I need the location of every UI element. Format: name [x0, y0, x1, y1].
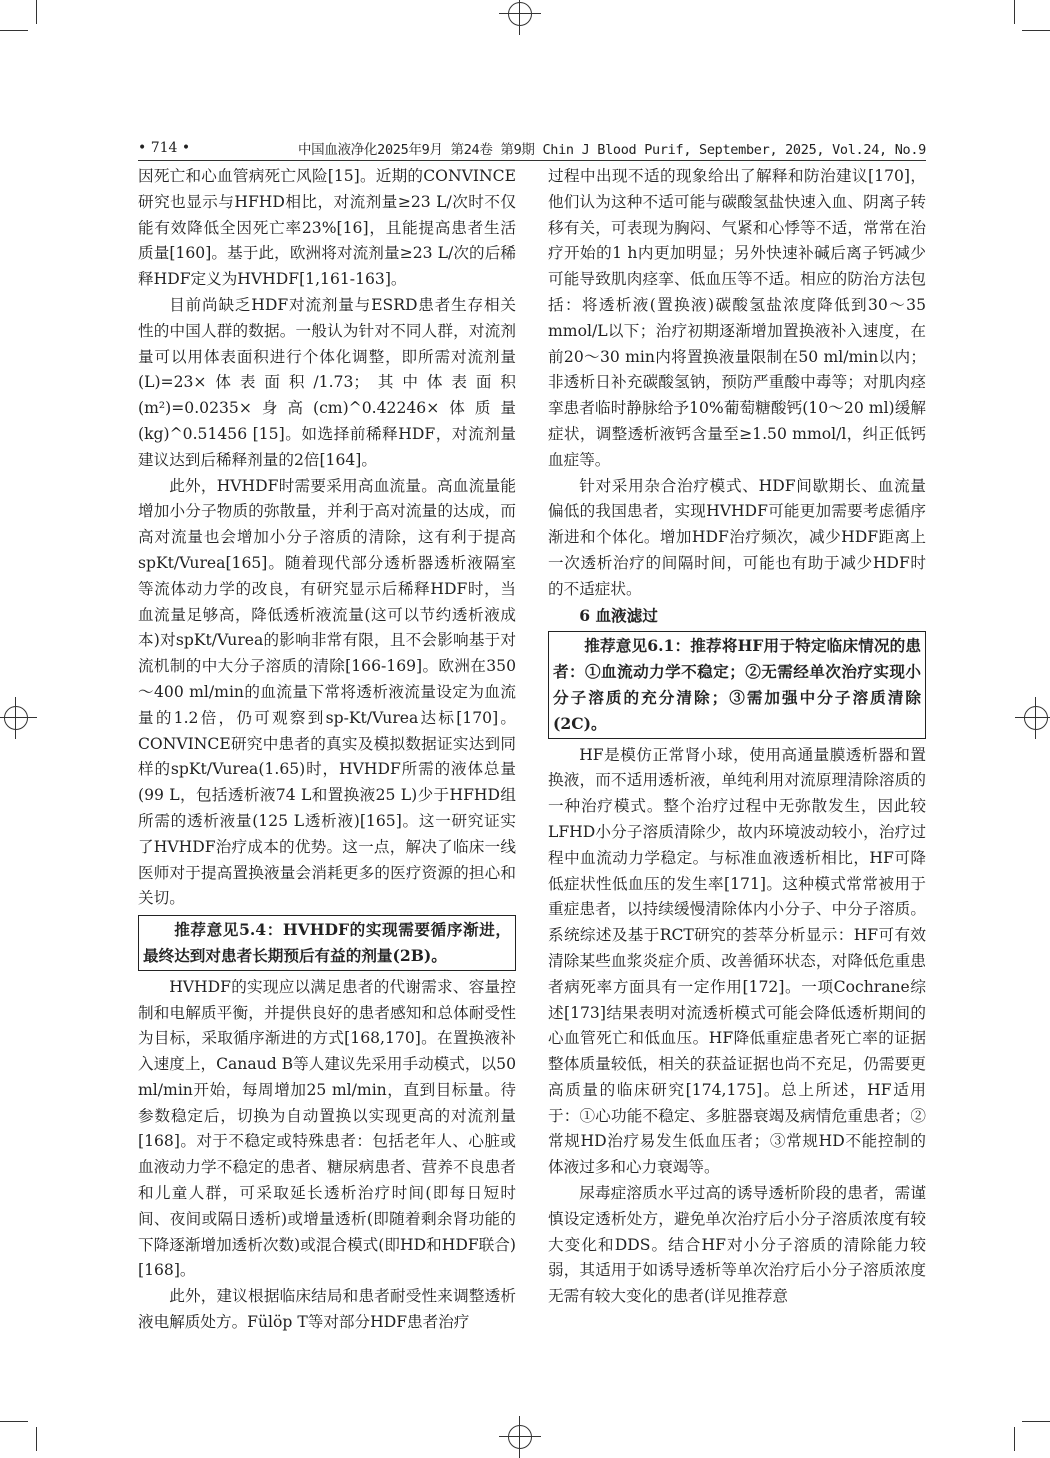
paragraph: 此外，建议根据临床结局和患者耐受性来调整透析液电解质处方。Fülöp T等对部分HDF患者治疗 — [138, 1287, 516, 1332]
registration-mark-right — [1024, 706, 1048, 730]
registration-mark-bottom — [508, 1425, 532, 1449]
page-number: • 714 • — [138, 140, 191, 156]
paragraph: 此外，HVHDF时需要采用高血流量。高血流量能增加小分子物质的弥散量，并利于高对流量的达成，而高对流量也会增加小分子溶质的清除，这有利于提高spKt/Vurea[165]。随着现代部分透析器透析液隔室等流体动力学的改良，有研究显示后稀释HDF时，当血流量足够高，降低透析液流量(这可以节约透析液成本)对spKt/Vurea的影响非常有限，且不会影响基于对流机制的中大分子溶质的清除[166-169]。欧洲在350～400 ml/min的血流量下常将透析液流量设定为血流量的1.2倍，仍可观察到sp-Kt/Vurea达标[170]。CONVINCE研究中患者的真实及模拟数据证实达到同样的spKt/Vurea(1.65)时，HVHDF所需的液体总量(99 L，包括透析液74 L和置换液25 L)少于HFHD组所需的透析液量(125 L透析液)[165]。这一研究证实了HVHDF治疗成本的优势。这一点，解决了临床一线医师对于提高置换液量会消耗更多的医疗资源的担心和关切。 — [138, 476, 516, 908]
paragraph: 尿毒症溶质水平过高的诱导透析阶段的患者，需谨慎设定透析处方，避免单次治疗后小分子溶质浓度有较大变化和DDS。结合HF对小分子溶质的清除能力较弱，其适用于如诱导透析等单次治疗后小分子溶质浓度无需有较大变化的患者(详见推荐意 — [548, 1184, 926, 1306]
journal-info: 中国血液净化2025年9月 第24卷 第9期 Chin J Blood Purif, September, 2025, Vol.24, No.9 — [297, 142, 926, 158]
paragraph: 过程中出现不适的现象给出了解释和防治建议[170]，他们认为这种不适可能与碳酸氢盐快速入血、阴离子转移有关，可表现为胸闷、气紧和心悸等不适，常常在治疗开始的1 h内更加明显；另外快速补碱后离子钙减少可能导致肌肉痉挛、低血压等不适。相应的防治方法包括：将透析液(置换液)碳酸氢盐浓度降低到30～35 mmol/L以下；治疗初期逐渐增加置换液补入速度，在前20～30 min内将置换液量限制在50 ml/min以内；非透析日补充碳酸氢钠，预防严重酸中毒等；对肌肉痉挛患者临时静脉给予10%葡萄糖酸钙(10～20 ml)缓解症状，调整透析液钙含量至≥1.50 mmol/l，纠正低钙血症等。 — [548, 167, 926, 469]
registration-mark-left — [4, 706, 28, 730]
paragraph: 针对采用杂合治疗模式、HDF间歇期长、血流量偏低的我国患者，实现HVHDF可能更加需要考虑循序渐进和个体化。增加HDF治疗频次，减少HDF距离上一次透析治疗的间隔时间，可能也有助于减少HDF时的不适症状。 — [548, 476, 926, 598]
paragraph: 因死亡和心血管病死亡风险[15]。近期的CONVINCE研究也显示与HFHD相比，对流剂量≥23 L/次时不仅能有效降低全因死亡率23%[16]，且能提高患者生活质量[160]。基于此，欧洲将对流剂量≥23 L/次的后稀释HDF定义为HVHDF[1,161-163]。 — [138, 167, 516, 289]
section-heading: 6 血液滤过 — [579, 605, 658, 625]
right-column — [548, 164, 926, 1310]
left-column — [138, 164, 516, 1336]
recommendation-box: 推荐意见6.1：推荐将HF用于特定临床情况的患者：①血流动力学不稳定；②无需经单次治疗实现小分子溶质的充分清除；③需加强中分子溶质清除(2C)。 — [548, 631, 926, 738]
paragraph: 目前尚缺乏HDF对流剂量与ESRD患者生存相关性的中国人群的数据。一般认为针对不同人群，对流剂量可以用体表面积进行个体化调整，即所需对流剂量(L)=23×体表面积/1.73；其中体表面积(m²)=0.0235×身高(cm)^0.42246×体质量(kg)^0.51456 [15]。如选择前稀释HDF，对流剂量建议达到后稀释剂量的2倍[164]。 — [138, 295, 516, 469]
registration-mark-top — [508, 2, 532, 26]
paragraph: HF是模仿正常肾小球，使用高通量膜透析器和置换液，而不适用透析液，单纯利用对流原理清除溶质的一种治疗模式。整个治疗过程中无弥散发生，因此较LFHD小分子溶质清除少，故内环境波动较小，治疗过程中血流动力学稳定。与标准血液透析相比，HF可降低症状性低血压的发生率[171]。这种模式常常被用于重症患者，以持续缓慢清除体内小分子、中分子溶质。系统综述及基于RCT研究的荟萃分析显示：HF可有效清除某些血浆炎症介质、改善循环状态，对降低危重患者病死率方面具有一定作用[172]。一项Cochrane综述[173]结果表明对流透析模式可能会降低透析期间的心血管死亡和低血压。HF降低重症患者死亡率的证据整体质量较低，相关的获益证据也尚不充足，仍需要更高质量的临床研究[174,175]。总上所述，HF适用于：①心功能不稳定、多脏器衰竭及病情危重患者；②常规HD治疗易发生低血压者；③常规HD不能控制的体液过多和心力衰竭等。 — [548, 745, 926, 1177]
paragraph: HVHDF的实现应以满足患者的代谢需求、容量控制和电解质平衡，并提供良好的患者感知和总体耐受性为目标，采取循序渐进的方式[168,170]。在置换液补入速度上，Canaud B等人建议先采用手动模式，以50 ml/min开始，每周增加25 ml/min，直到目标量。待参数稳定后，切换为自动置换以实现更高的对流剂量[168]。对于不稳定或特殊患者：包括老年人、心脏或血液动力学不稳定的患者、糖尿病患者、营养不良患者和儿童人群，可采取延长透析治疗时间(即每日短时间、夜间或隔日透析)或增量透析(即随着剩余肾功能的下降逐渐增加透析次数)或混合模式(即HD和HDF联合)[168]。 — [138, 977, 516, 1280]
recommendation-box: 推荐意见5.4：HVHDF的实现需要循序渐进，最终达到对患者长期预后有益的剂量(2B)。 — [138, 915, 516, 971]
running-header — [138, 136, 926, 161]
